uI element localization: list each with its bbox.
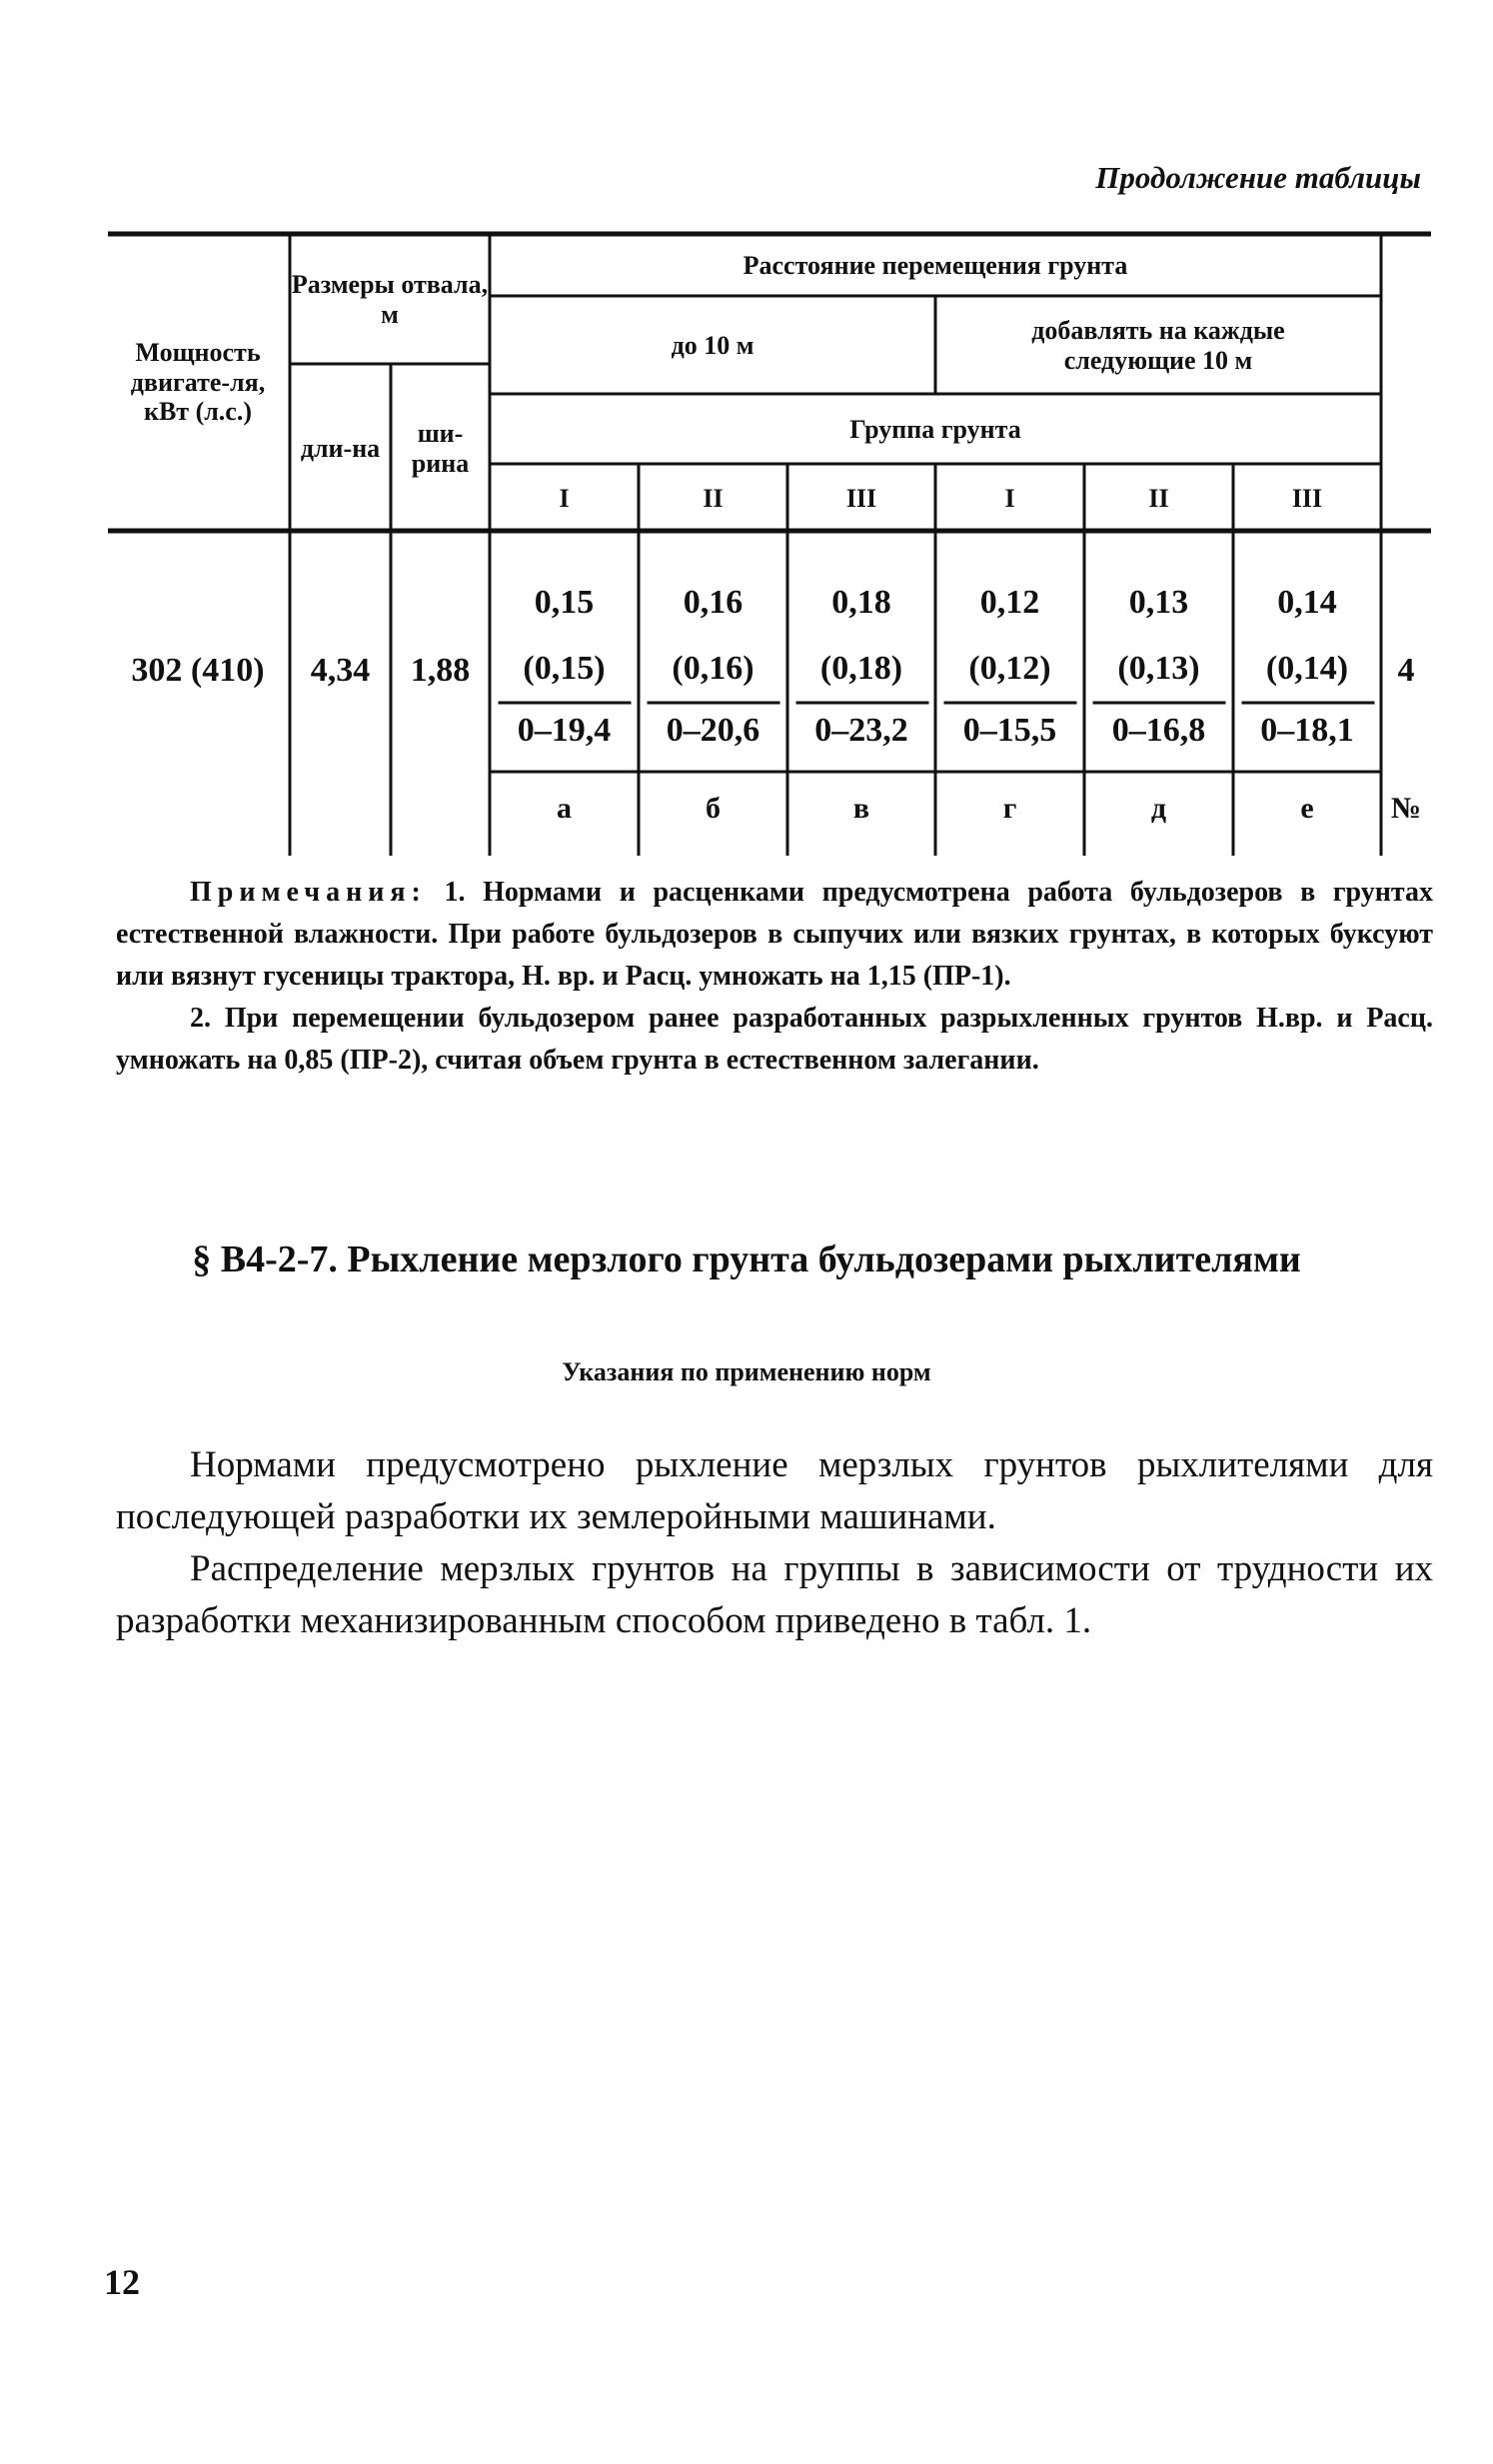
note-1 <box>116 872 1433 998</box>
cell-1-value: 0,15 <box>534 584 595 622</box>
header-up-to-10m: до 10 м <box>671 331 754 361</box>
note-1-text: 1. Нормами и расценками предусмотрена работа бульдозеров в грунтах естественной влажности. При работе бульдозеров в сыпучих или вязких грунтах, в которых буксуют или вязнут гусеницы трактора, Н. вр. и Расц. умножать на 1,15 (ПР-1). <box>116 877 1433 992</box>
header-distance: Расстояние перемещения грунта <box>743 251 1128 281</box>
number-sign: № <box>1390 791 1422 825</box>
cell-1-value-alt: (0,15) <box>523 650 606 688</box>
group-col-1: I <box>559 483 570 513</box>
note-2: 2. При перемещении бульдозером ранее разработанных разрыхленных грунтов Н.вр. и Расц. умножать на 0,85 (ПР-2), считая объем грунта в естественном залегании. <box>116 1003 1433 1076</box>
cell-1-range: 0–19,4 <box>517 712 612 750</box>
header-blade-length: дли-на <box>300 433 381 463</box>
letter-col-3: в <box>852 791 870 825</box>
cell-2-range: 0–20,6 <box>666 712 760 750</box>
row-number: 4 <box>1397 652 1415 690</box>
row-width: 1,88 <box>410 652 471 690</box>
group-col-6: III <box>1291 483 1323 513</box>
table-notes <box>116 872 1433 1082</box>
letter-col-2: б <box>706 791 721 825</box>
norms-table <box>108 226 1431 856</box>
row-length: 4,34 <box>310 652 371 690</box>
section-title: § В4-2-7. Рыхление мерзлого грунта бульдозерами рыхлителями <box>192 1238 1301 1280</box>
letter-col-4: г <box>1002 791 1017 825</box>
cell-5-range: 0–16,8 <box>1111 712 1206 750</box>
group-col-4: I <box>1004 483 1015 513</box>
cell-2-value: 0,16 <box>683 584 744 622</box>
header-blade-width: ши-рина <box>411 418 470 478</box>
header-engine-power: Мощность двигате-ля, кВт (л.с.) <box>130 337 266 427</box>
continued-label: Продолжение таблицы <box>1095 160 1421 195</box>
header-soil-group: Группа грунта <box>849 415 1021 445</box>
cell-2-value-alt: (0,16) <box>672 650 754 688</box>
cell-6-value-alt: (0,14) <box>1265 650 1349 688</box>
letter-col-5: д <box>1150 791 1167 825</box>
body-paragraph-1: Нормами предусмотрено рыхление мерзлых грунтов рыхлителями для последующей разработки их землеройными машинами. <box>116 1444 1433 1537</box>
cell-3-value: 0,18 <box>831 584 891 622</box>
header-add-per-10m: добавлять на каждые следующие 10 м <box>1031 316 1285 375</box>
cell-4-value-alt: (0,12) <box>968 650 1051 688</box>
row-power: 302 (410) <box>131 652 265 690</box>
cell-4-value: 0,12 <box>979 584 1040 622</box>
cell-6-value: 0,14 <box>1277 584 1337 622</box>
group-col-5: II <box>1148 483 1169 513</box>
subsection-title: Указания по применению норм <box>562 1357 931 1386</box>
cell-6-range: 0–18,1 <box>1260 712 1354 750</box>
header-blade-size: Размеры отвала, м <box>291 270 489 329</box>
group-col-2: II <box>703 483 724 513</box>
cell-5-value: 0,13 <box>1128 584 1189 622</box>
letter-col-1: а <box>557 791 572 825</box>
notes-label: Примечания: <box>190 877 427 908</box>
cell-4-range: 0–15,5 <box>962 712 1057 750</box>
cell-3-value-alt: (0,18) <box>819 650 903 688</box>
body-text <box>116 1439 1433 1647</box>
page-number: 12 <box>104 2262 140 2302</box>
body-paragraph-2: Распределение мерзлых грунтов на группы в зависимости от трудности их разработки механизированным способом приведено в табл. 1. <box>116 1548 1433 1641</box>
group-col-3: III <box>845 483 877 513</box>
cell-5-value-alt: (0,13) <box>1117 650 1200 688</box>
cell-3-range: 0–23,2 <box>814 712 908 750</box>
letter-col-6: е <box>1300 791 1314 825</box>
